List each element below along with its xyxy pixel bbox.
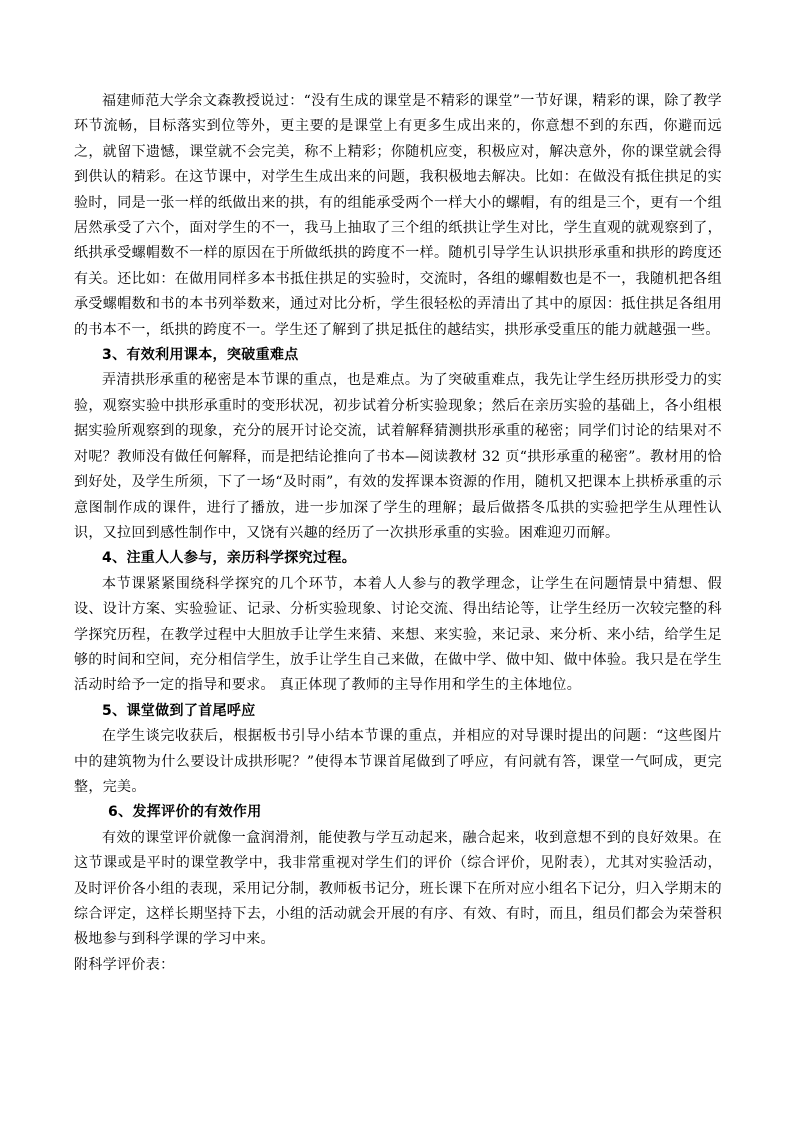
paragraph-use-textbook: 弄清拱形承重的秘密是本节课的重点，也是难点。为了突破重难点，我先让学生经历拱形受力的实验，观察实验中拱形承重时的变形状况，初步试着分析实验现象；然后在亲历实验的基础上，各小组根据实验所观察到的现象，充分的展开讨论交流，试着解释猜测拱形承重的秘密；同学们讨论的结果对不对呢？教师没有做任何解释，而是把结论推向了书本—阅读教材 32 页“拱形承重的秘密”。教材用的恰到好处，及学生所须，下了一场“及时雨”，有效的发挥课本资源的作用，随机又把课本上拱桥承重的示意图制作成的课件，进行了播放，进一步加深了学生的理解；最后做搭冬瓜拱的实验把学生从理性认识，又拉回到感性制作中，又饶有兴趣的经历了一次拱形承重的实验。困难迎刃而解。 [74, 372, 722, 541]
document-body [74, 89, 722, 978]
heading-echo: 5、课堂做到了首尾呼应 [102, 702, 256, 719]
heading-evaluation: 6、发挥评价的有效作用 [108, 804, 262, 821]
heading-use-textbook: 3、有效利用课本，突破重难点 [102, 347, 299, 364]
appendix-label: 附科学评价表： [74, 956, 175, 973]
heading-participation: 4、注重人人参与，亲历科学探究过程。 [102, 550, 357, 567]
paragraph-echo: 在学生谈完收获后，根据板书引导小结本节课的重点，并相应的对导课时提出的问题：“这些图片中的建筑物为什么要设计成拱形呢？”使得本节课首尾做到了呼应，有问就有答，课堂一气呵成，更完整，完美。 [74, 728, 722, 795]
paragraph-participation: 本节课紧紧围绕科学探究的几个环节，本着人人参与的教学理念，让学生在问题情景中猜想、假设、设计方案、实验验证、记录、分析实验现象、讨论交流、得出结论等，让学生经历一次较完整的科学探究历程，在教学过程中大胆放手让学生来猜、来想、来实验，来记录、来分析、来小结，给学生足够的时间和空间，充分相信学生，放手让学生自己来做，在做中学、做中知、做中体验。我只是在学生活动时给予一定的指导和要求。 真正体现了教师的主导作用和学生的主体地位。 [74, 575, 722, 694]
paragraph-generative-classroom: 福建师范大学余文森教授说过：“没有生成的课堂是不精彩的课堂”一节好课，精彩的课，除了教学环节流畅，目标落实到位等外，更主要的是课堂上有更多生成出来的，你意想不到的东西，你避而远之，就留下遗憾，课堂就不会完美，称不上精彩；你随机应变，积极应对，解决意外，你的课堂就会得到供认的精彩。在这节课中，对学生生成出来的问题，我积极地去解决。比如：在做没有抵住拱足的实验时，同是一张一样的纸做出来的拱，有的组能承受两个一样大小的螺帽，有的组是三个，更有一个组居然承受了六个，面对学生的不一，我马上抽取了三个组的纸拱让学生对比，学生直观的就观察到了，纸拱承受螺帽数不一样的原因在于所做纸拱的跨度不一样。随机引导学生认识拱形承重和拱形的跨度还有关。还比如：在做用同样多本书抵住拱足的实验时，交流时，各组的螺帽数也是不一，我随机把各组承受螺帽数和书的本书列举数来，通过对比分析，学生很轻松的弄清出了其中的原因：抵住拱足各组用的书本不一，纸拱的跨度不一。学生还了解到了拱足抵住的越结实，拱形承受重压的能力就越强一些。 [74, 93, 722, 338]
paragraph-evaluation: 有效的课堂评价就像一盒润滑剂，能使教与学互动起来，融合起来，收到意想不到的良好效果。在这节课或是平时的课堂教学中，我非常重视对学生们的评价（综合评价，见附表），尤其对实验活动，及时评价各小组的表现，采用记分制，教师板书记分，班长课下在所对应小组名下记分，归入学期末的综合评定，这样长期坚持下去，小组的活动就会开展的有序、有效、有时，而且，组员们都会为荣誉积极地参与到科学课的学习中来。 [74, 829, 722, 948]
